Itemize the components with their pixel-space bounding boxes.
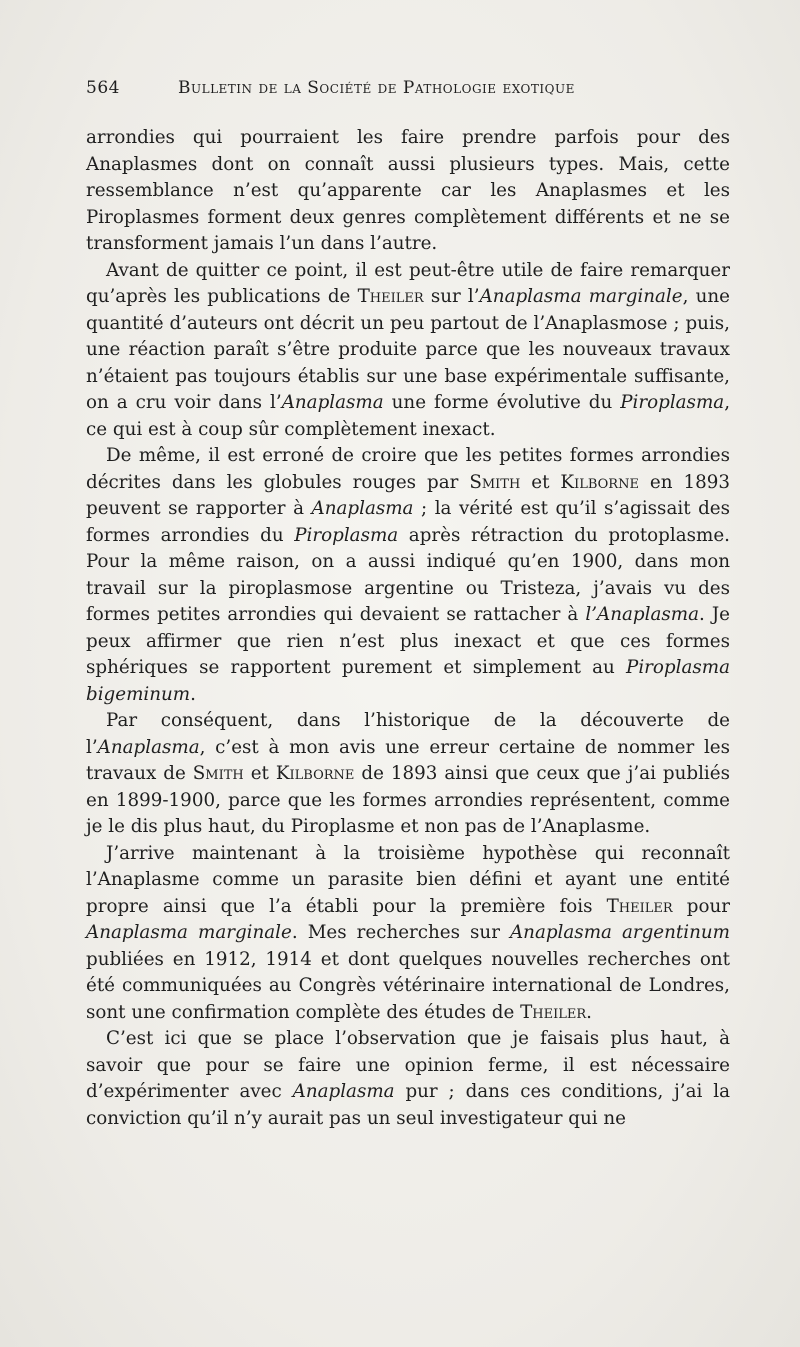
author-name: Smith	[192, 763, 244, 784]
italic-run: Anaplasma marginale	[86, 922, 292, 943]
italic-run: Anaplasma	[292, 1081, 395, 1102]
author-name: Theiler	[520, 1001, 587, 1023]
paragraph: C’est ici que se place l’observation que je faisais plus haut, à savoir que pour se faire une opinion ferme, il est nécessaire d’expérimenter avec Anaplasma pur ; dans ces conditions, j’ai la conviction qu’il n’y aurait pas un seul investigateur qui ne	[86, 1028, 730, 1129]
italic-run: Anaplasma	[311, 498, 414, 519]
italic-run: Piroplasma bigeminum	[86, 657, 730, 705]
body-text	[86, 125, 730, 1132]
italic-run: Anaplasma	[281, 392, 384, 413]
italic-run: Piroplasma	[294, 524, 399, 546]
italic-run: Anaplasma argentinum	[509, 922, 730, 943]
italic-run: Anaplasma marginale	[479, 286, 683, 307]
author-name: Kilborne	[275, 763, 355, 784]
running-title: Bulletin de la Société de Pathologie exotique	[178, 78, 575, 98]
italic-run: Piroplasma	[620, 392, 725, 413]
italic-run: l’Anaplasma	[585, 604, 699, 625]
paragraph: arrondies qui pourraient les faire prendre parfois pour des Anaplasmes dont on connaît aussi plusieurs types. Mais, cette ressemblance n’est qu’apparente car les Anaplasmes et les Piroplasmes forment deux genres complètement différents et ne se transforment jamais l’un dans l’autre.	[86, 127, 730, 254]
paragraph: De même, il est erroné de croire que les petites formes arrondies décrites dans les globules rouges par Smith et Kilborne en 1893 peuvent se rapporter à Anaplasma ; la vérité est qu’il s’agissait des formes arrondies du Piroplasma après rétraction du protoplasme. Pour la même raison, on a aussi indiqué qu’en 1900, dans mon travail sur la piroplasmose argentine ou Tristeza, j’avais vu des formes petites arrondies qui devaient se rattacher à l’Anaplasma. Je peux affirmer que rien n’est plus inexact et que ces formes sphériques se rapportent purement et simplement au Piroplasma bigeminum.	[86, 445, 730, 705]
author-name: Kilborne	[560, 471, 639, 493]
author-name: Theiler	[606, 895, 673, 917]
paragraph: Par conséquent, dans l’historique de la découverte de l’Anaplasma, c’est à mon avis une erreur certaine de nommer les travaux de Smith et Kilborne de 1893 ainsi que ceux que j’ai publiés en 1899-1900, parce que les formes arrondies représentent, comme je le dis plus haut, du Piroplasme et non pas de l’Anaplasme.	[86, 710, 730, 837]
paragraph: Avant de quitter ce point, il est peut-être utile de faire remarquer qu’après les publications de Theiler sur l’Anaplasma marginale, une quantité d’auteurs ont décrit un peu partout de l’Anaplasmose ; puis, une réaction paraît s’être produite parce que les nouveaux travaux n’étaient pas toujours établis sur une base expérimentale suffisante, on a cru voir dans l’Anaplasma une forme évolutive du Piroplasma, ce qui est à coup sûr complètement inexact.	[86, 259, 730, 440]
italic-run: Anaplasma	[97, 736, 200, 758]
page-number: 564	[86, 78, 120, 98]
paragraph: J’arrive maintenant à la troisième hypothèse qui reconnaît l’Anaplasme comme un parasite bien défini et ayant une entité propre ainsi que l’a établi pour la première fois Theiler pour Anaplasma marginale. Mes recherches sur Anaplasma argentinum publiées en 1912, 1914 et dont quelques nouvelles recherches ont été communiquées au Congrès vétérinaire international de Londres, sont une confirmation complète des études de Theiler.	[86, 842, 730, 1023]
page-header	[86, 78, 726, 108]
author-name: Smith	[469, 471, 521, 493]
author-name: Theiler	[357, 286, 424, 307]
